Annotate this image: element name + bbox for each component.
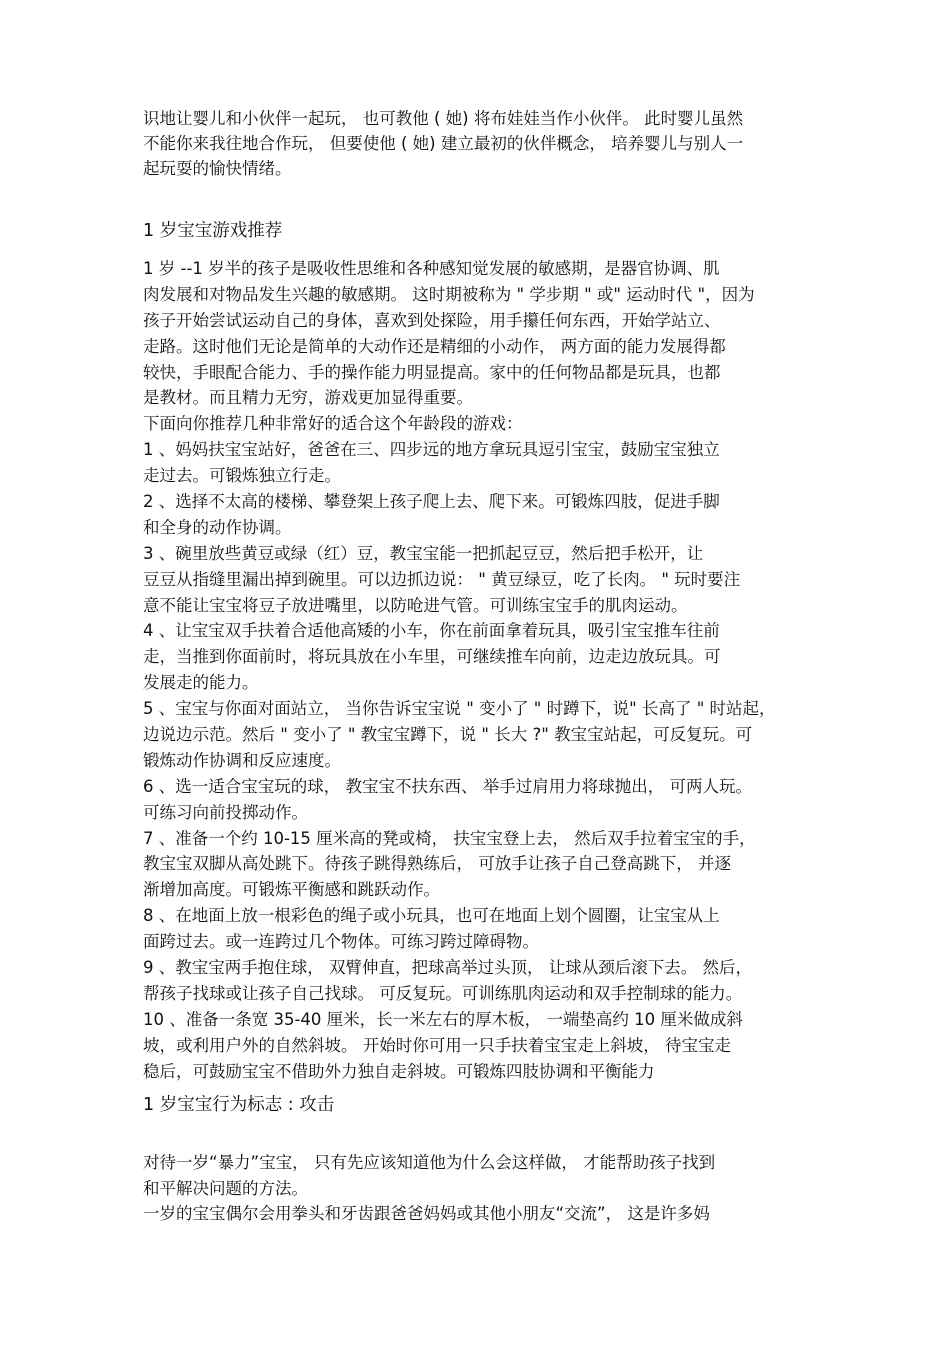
section-heading-games	[143, 218, 811, 244]
text-line: 8 、在地面上放一根彩色的绳子或小玩具，也可在地面上划个圆圈，让宝宝从上	[143, 906, 720, 926]
text-line: 肉发展和对物品发生兴趣的敏感期。 这时期被称为 " 学步期 " 或" 运动时代 "，因为	[143, 284, 755, 304]
text-line: 意不能让宝宝将豆子放进嘴里，以防呛进气管。可训练宝宝手的肌肉运动。	[143, 595, 688, 615]
text-line: 发展走的能力。	[143, 673, 259, 693]
text-line: 1 、妈妈扶宝宝站好，爸爸在三、四步远的地方拿玩具逗引宝宝，鼓励宝宝独立	[143, 440, 720, 460]
text-line: 10 、准备一条宽 35-40 厘米，长一米左右的厚木板， 一端垫高约 10 厘米做成斜	[143, 1009, 743, 1029]
text-line: 对待一岁“暴力”宝宝， 只有先应该知道他为什么会这样做， 才能帮助孩子找到	[143, 1153, 716, 1172]
text-line: 豆豆从指缝里漏出掉到碗里。可以边抓边说： " 黄豆绿豆，吃了长肉。 " 玩时要注	[143, 569, 741, 589]
text-line: 不能你来我往地合作玩， 但要使他 ( 她) 建立最初的伙伴概念， 培养婴儿与别人一	[143, 134, 744, 153]
section-title: 1 岁宝宝游戏推荐	[143, 221, 283, 241]
text-line: 7 、准备一个约 10-15 厘米高的凳或椅， 扶宝宝登上去， 然后双手拉着宝宝的手，	[143, 828, 756, 848]
text-line: 走过去。可锻炼独立行走。	[143, 466, 341, 486]
text-line: 走路。这时他们无论是简单的大动作还是精细的小动作， 两方面的能力发展得都	[143, 336, 726, 356]
text-line: 可练习向前投掷动作。	[143, 802, 308, 822]
text-line: 3 、碗里放些黄豆或绿（红）豆，教宝宝能一把抓起豆豆，然后把手松开，让	[143, 543, 704, 563]
text-line: 1 岁 --1 岁半的孩子是吸收性思维和各种感知觉发展的敏感期，是器官协调、肌	[143, 259, 720, 278]
text-line: 孩子开始尝试运动自己的身体，喜欢到处探险，用手攥任何东西，开始学站立、	[143, 310, 721, 330]
text-line: 教宝宝双脚从高处跳下。待孩子跳得熟练后， 可放手让孩子自己登高跳下， 并逐	[143, 854, 731, 874]
text-line: 面跨过去。或一连跨过几个物体。可练习跨过障碍物。	[143, 932, 539, 952]
text-line: 帮孩子找球或让孩子自己找球。 可反复玩。可训练肌肉运动和双手控制球的能力。	[143, 983, 743, 1003]
games-body	[143, 256, 811, 1085]
text-line: 锻炼动作协调和反应速度。	[143, 750, 341, 770]
text-line: 下面向你推荐几种非常好的适合这个年龄段的游戏：	[143, 414, 523, 434]
text-line: 4 、让宝宝双手扶着合适他高矮的小车，你在前面拿着玩具，吸引宝宝推车往前	[143, 621, 720, 641]
text-line: 起玩耍的愉快情绪。	[143, 159, 292, 178]
section-title: 1 岁宝宝行为标志 : 攻击	[143, 1095, 335, 1115]
text-line: 2 、选择不太高的楼梯、攀登架上孩子爬上去、爬下来。可锻炼四肢，促进手脚	[143, 492, 720, 512]
text-line: 5 、宝宝与你面对面站立， 当你告诉宝宝说 " 变小了 " 时蹲下，说" 长高了 " 时站起，	[143, 699, 776, 719]
text-line: 9 、教宝宝两手抱住球， 双臂伸直，把球高举过头顶， 让球从颈后滚下去。 然后，	[143, 958, 752, 978]
text-line: 渐增加高度。可锻炼平衡感和跳跃动作。	[143, 880, 440, 900]
text-line: 6 、选一适合宝宝玩的球， 教宝宝不扶东西、 举手过肩用力将球抛出， 可两人玩。	[143, 776, 752, 796]
text-line: 较快，手眼配合能力、手的操作能力明显提高。家中的任何物品都是玩具，也都	[143, 362, 721, 382]
text-line: 走，当推到你面前时，将玩具放在小车里，可继续推车向前，边走边放玩具。可	[143, 647, 721, 667]
text-line: 识地让婴儿和小伙伴一起玩， 也可教他 ( 她) 将布娃娃当作小伙伴。 此时婴儿虽然	[143, 109, 744, 128]
text-line: 坡，或利用户外的自然斜坡。 开始时你可用一只手扶着宝宝走上斜坡， 待宝宝走	[143, 1035, 731, 1055]
text-line: 和全身的动作协调。	[143, 517, 292, 537]
text-line: 稳后，可鼓励宝宝不借助外力独自走斜坡。可锻炼四肢协调和平衡能力	[143, 1061, 655, 1081]
intro-paragraph	[143, 106, 811, 181]
section-heading-behavior	[143, 1092, 811, 1118]
text-line: 和平解决问题的方法。	[143, 1178, 308, 1198]
text-line: 边说边示范。然后 " 变小了 " 教宝宝蹲下，说 " 长大 ?" 教宝宝站起，可反复玩。可	[143, 725, 753, 745]
behavior-body	[143, 1150, 811, 1227]
text-line: 是教材。而且精力无穷，游戏更加显得重要。	[143, 388, 473, 408]
text-line: 一岁的宝宝偶尔会用拳头和牙齿跟爸爸妈妈或其他小朋友“交流”， 这是许多妈	[143, 1204, 710, 1223]
